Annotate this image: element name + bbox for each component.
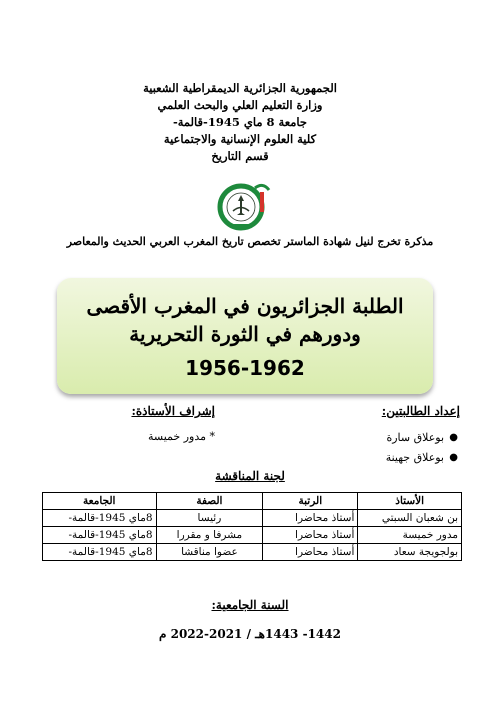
- bullet-icon: ●: [449, 432, 458, 443]
- student-name: بوعلاق سارة: [386, 431, 444, 444]
- column-header: الأستاذ: [358, 493, 462, 510]
- bullet-icon: ●: [449, 452, 458, 463]
- title-box: [57, 278, 433, 394]
- table-row: [43, 510, 462, 527]
- table-cell: 8ماي 1945-قالمة-: [43, 510, 157, 527]
- thesis-title-line1: الطلبة الجزائريون في المغرب الأقصى: [86, 294, 404, 318]
- students-list: [300, 428, 460, 468]
- academic-year-value: 1442- 1443هـ / 2021-2022 م: [159, 627, 341, 641]
- memo-subtitle: مذكرة تخرج لنيل شهادة الماستر تخصص تاريخ المغرب العربي الحديث والمعاصر: [66, 235, 434, 248]
- committee-label: لجنة المناقشة: [215, 469, 285, 483]
- table-cell: أستاذ محاضرا: [263, 527, 358, 544]
- table-cell: عضوا مناقشا: [156, 544, 263, 561]
- table-row: [43, 544, 462, 561]
- table-cell: 8ماي 1945-قالمة-: [43, 527, 157, 544]
- institution-header: [130, 80, 350, 165]
- table-row: [43, 527, 462, 544]
- academic-year-label: السنة الجامعية:: [211, 598, 289, 612]
- column-header: الصفة: [156, 493, 263, 510]
- table-cell: مدور خميسة: [358, 527, 462, 544]
- students-label: إعداد الطالبتين:: [381, 404, 460, 418]
- republic-name: الجمهورية الجزائرية الديمقراطية الشعبية: [143, 81, 337, 95]
- supervisor-section: [55, 404, 215, 443]
- supervisor-name: * مدور خميسة: [148, 430, 215, 443]
- column-header: الجامعة: [43, 493, 157, 510]
- thesis-title-line2: ودورهم في الثورة التحريرية: [129, 322, 361, 346]
- faculty-name: كلية العلوم الإنسانية والاجتماعية: [163, 132, 317, 146]
- table-cell: أستاذ محاضرا: [263, 544, 358, 561]
- ministry-name: وزارة التعليم العلي والبحث العلمي: [157, 98, 323, 112]
- thesis-years: 1956-1962: [185, 356, 305, 380]
- table-cell: مشرفا و مقررا: [156, 527, 263, 544]
- university-name: جامعة 8 ماي 1945-قالمة-: [172, 115, 308, 129]
- table-cell: بولجويجة سعاد: [358, 544, 462, 561]
- list-item: [300, 448, 458, 468]
- supervisor-label: إشراف الأستاذة:: [131, 404, 215, 418]
- committee-table: [42, 492, 462, 561]
- table-cell: رئيسا: [156, 510, 263, 527]
- column-header: الرتبة: [263, 493, 358, 510]
- student-name: بوعلاق جهينة: [385, 451, 444, 464]
- students-section: [300, 404, 460, 468]
- department-name: قسم التاريخ: [211, 149, 269, 163]
- table-cell: 8ماي 1945-قالمة-: [43, 544, 157, 561]
- table-cell: أستاذ محاضرا: [263, 510, 358, 527]
- table-cell: بن شعبان السبتي: [358, 510, 462, 527]
- table-header-row: [43, 493, 462, 510]
- list-item: [300, 428, 458, 448]
- university-emblem-icon: [213, 180, 273, 232]
